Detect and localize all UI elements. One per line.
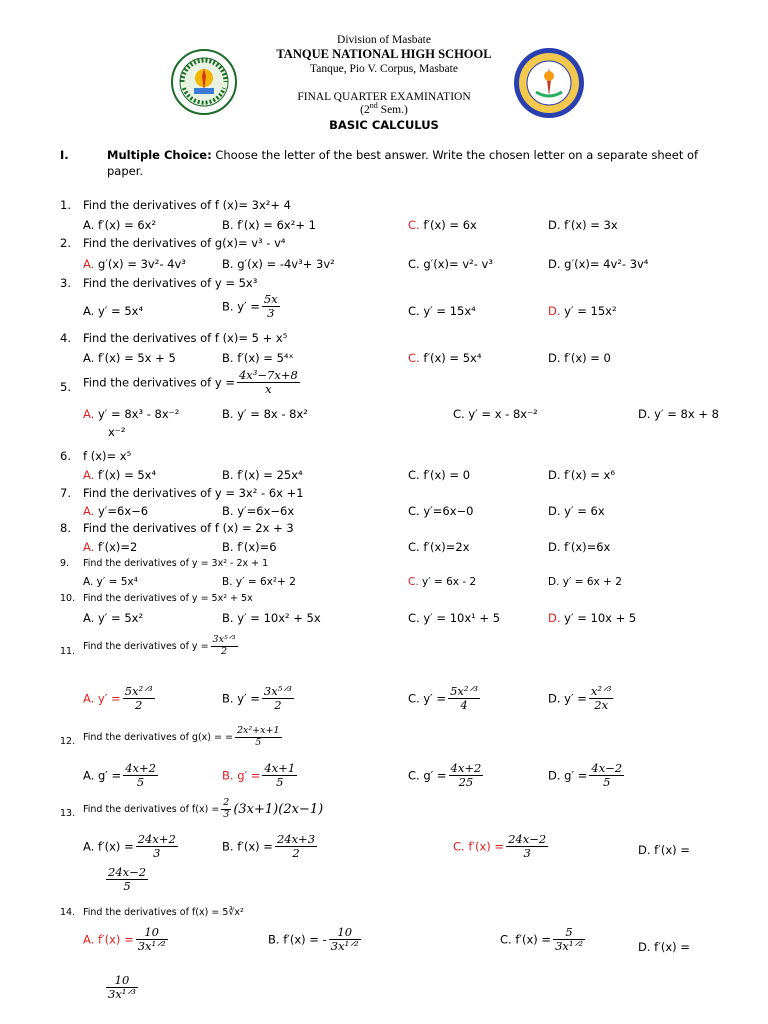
option-b-denominator: 5 bbox=[276, 775, 284, 790]
option-b-text: g′(x) = -4v³+ 3v² bbox=[233, 257, 335, 271]
option-a-letter: A. bbox=[83, 576, 94, 588]
option-c-denominator: 25 bbox=[458, 775, 474, 790]
option-b bbox=[222, 576, 296, 588]
option-d-letter: D. bbox=[548, 576, 560, 588]
option-b-text: f′(x)=6 bbox=[233, 540, 277, 554]
option-a-letter: A. bbox=[83, 407, 95, 421]
question-text: Find the derivatives of g(x)= v³ - v⁴ bbox=[83, 236, 286, 250]
option-b-numerator: 10 bbox=[329, 926, 361, 940]
question-text-label: Find the derivatives of y = bbox=[83, 640, 209, 652]
option-d bbox=[638, 407, 719, 421]
question-text: Find the derivatives of y = 3x² - 2x + 1 bbox=[83, 558, 269, 569]
section-instructions: Multiple Choice: Choose the letter of the best answer. Write the chosen letter on a separate sheet of bbox=[107, 148, 699, 162]
option-c-text: g′(x)= v²- v³ bbox=[419, 257, 493, 271]
option-a-text: f′(x) = 5x + 5 bbox=[94, 351, 176, 365]
option-c bbox=[453, 407, 538, 421]
option-d-fraction bbox=[589, 685, 614, 712]
option-d-wrap-denominator: 5 bbox=[123, 879, 131, 894]
question-text-fraction bbox=[211, 635, 238, 658]
question-number: 7. bbox=[60, 486, 71, 500]
option-c bbox=[408, 504, 473, 518]
option-c-letter: C. bbox=[408, 468, 420, 482]
option-d bbox=[548, 351, 611, 365]
question-text bbox=[83, 635, 240, 658]
option-d-text: f′(x) = 3x bbox=[560, 218, 618, 232]
question-number: 4. bbox=[60, 331, 71, 345]
option-c-label: C. g′ = bbox=[408, 768, 447, 783]
option-a bbox=[83, 304, 143, 318]
option-c bbox=[408, 218, 477, 232]
option-d-label: D. y′ = bbox=[548, 691, 587, 706]
option-d: D. f′(x) = bbox=[638, 940, 690, 954]
question-text bbox=[83, 726, 284, 749]
option-d-letter: D. bbox=[548, 351, 561, 365]
option-b-fraction bbox=[262, 685, 294, 712]
option-c-letter: C. bbox=[408, 257, 420, 271]
option-b-label: B. f′(x) = - bbox=[268, 932, 327, 947]
question-text-denominator: x bbox=[265, 382, 272, 397]
option-b-text: y′ = 10x² + 5x bbox=[233, 611, 321, 625]
option-d-text: f′(x) = x⁶ bbox=[560, 468, 615, 482]
option-d-denominator: 5 bbox=[603, 775, 611, 790]
option-c-letter: C. bbox=[408, 611, 420, 625]
question-text-denominator: 2 bbox=[221, 645, 228, 657]
option-b-numerator: 4x+1 bbox=[264, 761, 296, 775]
option-c-letter: C. bbox=[453, 407, 465, 421]
option-c-letter: C. bbox=[408, 304, 420, 318]
option-b-letter: B. bbox=[222, 611, 234, 625]
option-c-numerator: 24x−2 bbox=[508, 832, 547, 846]
question-number: 12. bbox=[60, 736, 76, 747]
question-number: 5. bbox=[60, 380, 71, 394]
option-a-fraction bbox=[136, 833, 178, 860]
option-b bbox=[268, 926, 363, 953]
option-c-text: f′(x) = 6x bbox=[419, 218, 477, 232]
question-number: 9. bbox=[60, 558, 70, 569]
question-text bbox=[83, 798, 323, 821]
option-a-letter: A. bbox=[83, 468, 95, 482]
option-d: D. f′(x) = bbox=[638, 843, 690, 857]
option-c bbox=[408, 257, 493, 271]
question-number: 13. bbox=[60, 808, 76, 819]
question-number: 14. bbox=[60, 907, 76, 918]
option-c bbox=[408, 576, 476, 588]
option-b-letter: B. bbox=[222, 257, 234, 271]
option-d bbox=[548, 257, 648, 271]
section-number: I. bbox=[60, 148, 69, 162]
option-a bbox=[83, 540, 137, 554]
option-d-text: y′ = 6x bbox=[560, 504, 605, 518]
option-c-numerator: 5 bbox=[553, 926, 585, 940]
option-a bbox=[83, 468, 156, 482]
option-d-text: y′ = 8x + 8 bbox=[650, 407, 719, 421]
option-a-fraction bbox=[136, 926, 168, 953]
option-b bbox=[222, 218, 316, 232]
option-b bbox=[222, 468, 303, 482]
option-a-letter: A. bbox=[83, 257, 95, 271]
exam-title: FINAL QUARTER EXAMINATION bbox=[297, 91, 471, 103]
option-a-fraction bbox=[123, 685, 155, 712]
question-text-label: Find the derivatives of y = bbox=[83, 375, 235, 390]
option-d bbox=[548, 504, 605, 518]
option-a-letter: A. bbox=[83, 218, 95, 232]
option-b bbox=[222, 685, 296, 712]
option-c-fraction bbox=[553, 926, 585, 953]
option-a-letter: A. bbox=[83, 351, 95, 365]
option-c-label: C. y′ = bbox=[408, 691, 447, 706]
option-a-denominator: 5 bbox=[136, 775, 145, 790]
option-b-denominator: 2 bbox=[292, 846, 300, 861]
question-text: Find the derivatives of f (x) = 2x + 3 bbox=[83, 521, 294, 535]
option-b-letter: B. bbox=[222, 540, 234, 554]
question-text-denominator: 5 bbox=[255, 736, 262, 748]
option-d-letter: D. bbox=[548, 257, 561, 271]
option-d-fraction bbox=[589, 762, 624, 789]
option-b-label: B. f′(x) = bbox=[222, 839, 273, 854]
question-text-numerator: 4x³−7x+8 bbox=[238, 368, 298, 382]
option-c-fraction bbox=[448, 685, 480, 712]
option-c bbox=[408, 304, 476, 318]
section-instructions-cont: paper. bbox=[107, 164, 144, 178]
question-text: Find the derivatives of y = 3x² - 6x +1 bbox=[83, 486, 304, 500]
option-d-letter: D. bbox=[548, 468, 561, 482]
option-b-fraction bbox=[275, 833, 317, 860]
option-d-letter: D. bbox=[548, 611, 561, 625]
option-c-letter: C. bbox=[408, 576, 419, 588]
option-c-label: C. f′(x) = bbox=[453, 839, 505, 854]
option-c bbox=[408, 351, 481, 365]
option-b bbox=[222, 540, 277, 554]
option-d-wrap-numerator: 24x−2 bbox=[108, 865, 147, 879]
option-c bbox=[408, 468, 470, 482]
option-c-text: y′ = 6x - 2 bbox=[418, 576, 477, 588]
option-d-text: y′ = 6x + 2 bbox=[559, 576, 622, 588]
question-text-fraction bbox=[221, 798, 231, 821]
option-b bbox=[222, 351, 294, 365]
option-d-wrap bbox=[104, 866, 150, 893]
option-a-wrap: x⁻² bbox=[108, 425, 126, 439]
question-text: Find the derivatives of y = 5x³ bbox=[83, 276, 258, 290]
question-number: 3. bbox=[60, 276, 71, 290]
question-text-label: Find the derivatives of f(x) = bbox=[83, 803, 220, 815]
option-a bbox=[83, 762, 160, 789]
option-a-label: A. g′ = bbox=[83, 768, 122, 783]
option-b-numerator: 5x bbox=[263, 292, 278, 306]
option-a-text: f′(x)=2 bbox=[94, 540, 138, 554]
option-b-denominator: 3x¹ᐟ² bbox=[330, 939, 359, 954]
option-d-letter: D. bbox=[548, 304, 561, 318]
question-text-numerator: 2 bbox=[223, 797, 230, 808]
option-b-text: f′(x) = 5⁴ˣ bbox=[233, 351, 294, 365]
option-d bbox=[548, 218, 618, 232]
question-text: f (x)= x⁵ bbox=[83, 449, 132, 463]
option-b bbox=[222, 833, 319, 860]
option-c-numerator: 5x²ᐟ³ bbox=[450, 684, 478, 698]
option-b-text: f′(x) = 25x⁴ bbox=[233, 468, 303, 482]
option-d bbox=[548, 540, 610, 554]
question-text: Find the derivatives of f (x)= 3x²+ 4 bbox=[83, 198, 291, 212]
question-number: 11. bbox=[60, 646, 76, 657]
option-c-label: C. f′(x) = bbox=[500, 932, 552, 947]
semester-label: (2nd Sem.) bbox=[360, 101, 408, 116]
option-b-letter: B. bbox=[222, 407, 234, 421]
option-c-numerator: 4x+2 bbox=[450, 761, 482, 775]
option-a-text: y′ = 8x³ - 8x⁻² bbox=[94, 407, 180, 421]
option-a-fraction bbox=[123, 762, 158, 789]
option-d-letter: D. bbox=[638, 407, 651, 421]
option-a bbox=[83, 218, 156, 232]
option-d-wrap-fraction bbox=[106, 866, 148, 893]
option-d bbox=[548, 468, 615, 482]
option-a bbox=[83, 576, 138, 588]
option-d bbox=[548, 576, 622, 588]
option-a-letter: A. bbox=[83, 611, 95, 625]
question-text: Find the derivatives of f(x) = 5∛x² bbox=[83, 907, 244, 918]
option-d-letter: D. bbox=[548, 504, 561, 518]
option-d-numerator: x²ᐟ³ bbox=[590, 684, 612, 698]
option-a-label: A. f′(x) = bbox=[83, 932, 134, 947]
option-b bbox=[222, 293, 282, 320]
question-text: Find the derivatives of f (x)= 5 + x⁵ bbox=[83, 331, 288, 345]
option-c bbox=[408, 540, 470, 554]
option-b-letter: B. bbox=[222, 576, 233, 588]
option-c bbox=[453, 833, 550, 860]
option-a bbox=[83, 926, 170, 953]
option-d-letter: D. bbox=[548, 540, 561, 554]
option-c-letter: C. bbox=[408, 351, 420, 365]
option-a bbox=[83, 504, 148, 518]
option-b-letter: B. bbox=[222, 504, 234, 518]
option-d bbox=[548, 762, 626, 789]
option-c-text: y′=6x−0 bbox=[419, 504, 474, 518]
option-a bbox=[83, 407, 179, 421]
option-d-wrap-fraction bbox=[106, 974, 138, 1001]
option-c-fraction bbox=[506, 833, 548, 860]
option-c-letter: C. bbox=[408, 504, 420, 518]
question-number: 1. bbox=[60, 198, 71, 212]
option-a-numerator: 24x+2 bbox=[137, 832, 176, 846]
option-d-text: y′ = 10x + 5 bbox=[560, 611, 637, 625]
subject-title: BASIC CALCULUS bbox=[329, 118, 439, 132]
option-a-text: g′(x) = 3v²- 4v³ bbox=[94, 257, 186, 271]
option-c-denominator: 3 bbox=[523, 846, 531, 861]
option-a bbox=[83, 351, 176, 365]
school-name: TANQUE NATIONAL HIGH SCHOOL bbox=[276, 47, 492, 61]
option-b bbox=[222, 611, 321, 625]
question-text-numerator: 3x⁵ᐟ³ bbox=[212, 634, 236, 645]
option-c bbox=[408, 685, 482, 712]
question-text-numerator: 2x²+x+1 bbox=[236, 725, 280, 736]
option-a-label: A. y′ = bbox=[83, 691, 121, 706]
question-text-fraction bbox=[237, 369, 300, 396]
option-a-text: f′(x) = 6x² bbox=[94, 218, 157, 232]
option-b-fraction bbox=[262, 293, 280, 320]
option-a-text: y′ = 5x² bbox=[94, 611, 144, 625]
option-b-denominator: 2 bbox=[274, 698, 282, 713]
option-d-text: y′ = 15x² bbox=[560, 304, 617, 318]
option-c-denominator: 3x¹ᐟ² bbox=[555, 939, 583, 954]
option-b-fraction bbox=[329, 926, 361, 953]
option-a-denominator: 2 bbox=[134, 698, 143, 713]
question-text bbox=[83, 369, 302, 396]
option-b-text: y′ = 6x²+ 2 bbox=[232, 576, 296, 588]
option-c-text: f′(x) = 0 bbox=[419, 468, 471, 482]
option-b bbox=[222, 257, 335, 271]
option-c-text: f′(x)=2x bbox=[419, 540, 470, 554]
option-b-label: B. y′ = bbox=[222, 691, 260, 706]
option-d-label: D. g′ = bbox=[548, 768, 588, 783]
option-c bbox=[500, 926, 587, 953]
option-a-text: y′=6x−6 bbox=[94, 504, 149, 518]
option-a bbox=[83, 833, 180, 860]
question-text-product: (3x+1)(2x−1) bbox=[233, 801, 324, 817]
option-a-letter: A. bbox=[83, 504, 95, 518]
option-b-text: y′ = 8x - 8x² bbox=[233, 407, 308, 421]
option-b-fraction bbox=[262, 762, 297, 789]
option-c bbox=[408, 762, 485, 789]
option-b-numerator: 3x⁵ᐟ³ bbox=[263, 684, 292, 698]
option-b-letter: B. bbox=[222, 351, 234, 365]
question-text-fraction bbox=[235, 726, 282, 749]
option-d-wrap-denominator: 3x¹ᐟ³ bbox=[108, 987, 136, 1002]
option-b-letter: B. bbox=[222, 218, 234, 232]
option-b bbox=[222, 504, 294, 518]
option-c-letter: C. bbox=[408, 218, 420, 232]
division-name: Division of Masbate bbox=[337, 34, 431, 46]
question-number: 6. bbox=[60, 449, 71, 463]
option-c bbox=[408, 611, 500, 625]
question-number: 10. bbox=[60, 593, 76, 604]
option-d-text: g′(x)= 4v²- 3v⁴ bbox=[560, 257, 649, 271]
option-a-letter: A. bbox=[83, 540, 95, 554]
option-a bbox=[83, 257, 186, 271]
option-a-numerator: 5x²ᐟ³ bbox=[124, 684, 153, 698]
option-d-denominator: 2x bbox=[594, 698, 609, 713]
option-a-denominator: 3x¹ᐟ² bbox=[137, 939, 166, 954]
question-text-denominator: 3 bbox=[223, 808, 230, 820]
school-address: Tanque, Pio V. Corpus, Masbate bbox=[310, 63, 458, 75]
option-c-text: f′(x) = 5x⁴ bbox=[419, 351, 482, 365]
option-a-denominator: 3 bbox=[153, 846, 161, 861]
option-d-letter: D. bbox=[548, 218, 561, 232]
option-b-numerator: 24x+3 bbox=[276, 832, 316, 846]
question-number: 2. bbox=[60, 236, 71, 250]
option-c-text: y′ = 15x⁴ bbox=[419, 304, 476, 318]
question-text: Find the derivatives of y = 5x² + 5x bbox=[83, 593, 253, 604]
option-a bbox=[83, 611, 143, 625]
option-d-text: f′(x)=6x bbox=[560, 540, 611, 554]
option-d bbox=[548, 685, 615, 712]
option-b-label: B. y′ = bbox=[222, 299, 260, 314]
option-b-denominator: 3 bbox=[267, 306, 275, 321]
option-d-wrap bbox=[104, 974, 140, 1001]
option-d bbox=[548, 611, 636, 625]
option-c-fraction bbox=[449, 762, 484, 789]
option-c-text: y′ = 10x¹ + 5 bbox=[419, 611, 501, 625]
question-text-label: Find the derivatives of g(x) = = bbox=[83, 731, 233, 743]
option-a bbox=[83, 685, 157, 712]
option-c-denominator: 4 bbox=[460, 698, 468, 713]
option-c-letter: C. bbox=[408, 540, 420, 554]
option-b-text: f′(x) = 6x²+ 1 bbox=[233, 218, 316, 232]
option-b bbox=[222, 762, 299, 789]
option-a-letter: A. bbox=[83, 304, 95, 318]
option-b-text: y′=6x−6x bbox=[233, 504, 295, 518]
option-a-label: A. f′(x) = bbox=[83, 839, 134, 854]
option-d-wrap-numerator: 10 bbox=[106, 974, 138, 988]
question-number: 8. bbox=[60, 521, 71, 535]
option-c-text: y′ = x - 8x⁻² bbox=[464, 407, 538, 421]
option-a-numerator: 4x+2 bbox=[125, 761, 156, 775]
option-d-numerator: 4x−2 bbox=[591, 761, 623, 775]
option-a-text: f′(x) = 5x⁴ bbox=[94, 468, 157, 482]
option-b bbox=[222, 407, 308, 421]
option-a-numerator: 10 bbox=[136, 926, 168, 940]
option-d bbox=[548, 304, 617, 318]
option-b-letter: B. bbox=[222, 468, 234, 482]
option-d-text: f′(x) = 0 bbox=[560, 351, 611, 365]
option-b-label: B. g′ = bbox=[222, 768, 261, 783]
option-a-text: y′ = 5x⁴ bbox=[93, 576, 138, 588]
option-a-text: y′ = 5x⁴ bbox=[94, 304, 144, 318]
